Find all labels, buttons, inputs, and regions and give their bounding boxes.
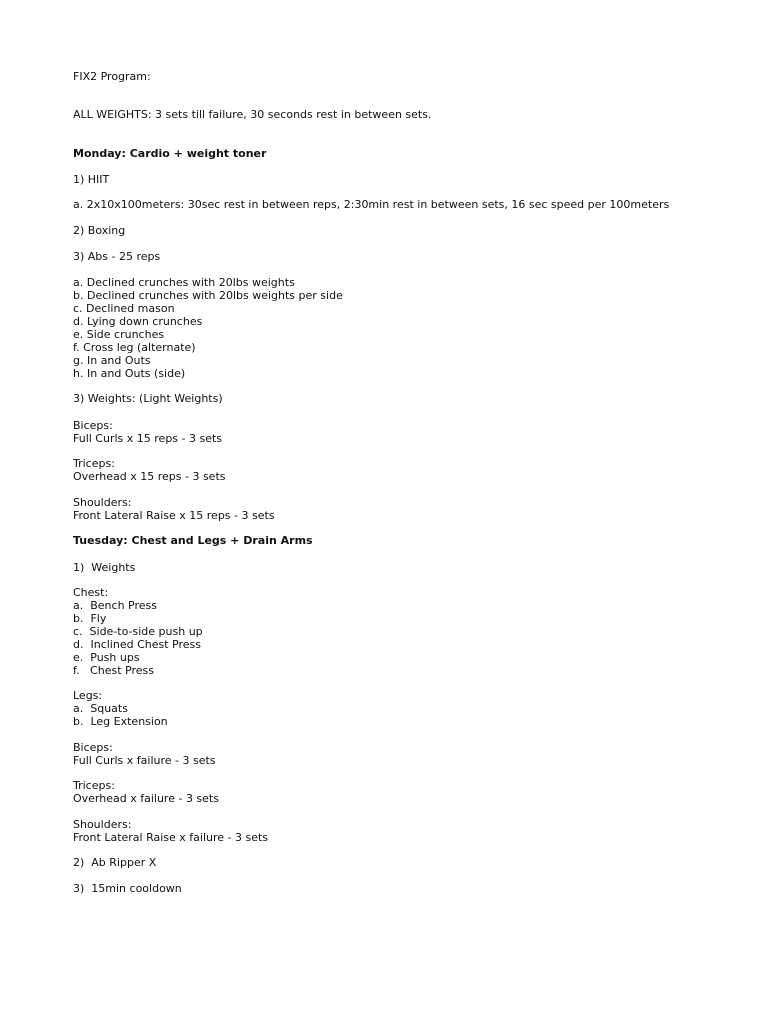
- monday-biceps: Full Curls x 15 reps - 3 sets: [73, 432, 223, 445]
- monday-abs: 3) Abs - 25 reps: [73, 250, 161, 263]
- tuesday-biceps: Full Curls x failure - 3 sets: [73, 754, 216, 767]
- monday-hiit: 1) HIIT: [73, 173, 110, 186]
- chest-item: e. Push ups: [73, 651, 140, 664]
- tuesday-triceps-label: Triceps:: [73, 779, 115, 792]
- abs-item: a. Declined crunches with 20lbs weights: [73, 276, 295, 289]
- tuesday-weights: 1) Weights: [73, 561, 136, 574]
- tuesday-triceps: Overhead x failure - 3 sets: [73, 792, 219, 805]
- abs-item: f. Cross leg (alternate): [73, 341, 196, 354]
- abs-item: b. Declined crunches with 20lbs weights per side: [73, 289, 343, 302]
- monday-weights: 3) Weights: (Light Weights): [73, 392, 223, 405]
- monday-shoulders-label: Shoulders:: [73, 496, 132, 509]
- abs-item: d. Lying down crunches: [73, 315, 203, 328]
- tuesday-legs-label: Legs:: [73, 689, 103, 702]
- abs-item: c. Declined mason: [73, 302, 175, 315]
- monday-shoulders: Front Lateral Raise x 15 reps - 3 sets: [73, 509, 275, 522]
- chest-item: d. Inclined Chest Press: [73, 638, 201, 651]
- chest-item: f. Chest Press: [73, 664, 154, 677]
- monday-boxing: 2) Boxing: [73, 224, 126, 237]
- tuesday-biceps-label: Biceps:: [73, 741, 113, 754]
- monday-heading: Monday: Cardio + weight toner: [73, 147, 267, 160]
- monday-biceps-label: Biceps:: [73, 419, 113, 432]
- tuesday-heading: Tuesday: Chest and Legs + Drain Arms: [73, 534, 313, 547]
- abs-item: g. In and Outs: [73, 354, 151, 367]
- monday-triceps-label: Triceps:: [73, 457, 115, 470]
- chest-item: b. Fly: [73, 612, 107, 625]
- tuesday-chest-label: Chest:: [73, 586, 109, 599]
- legs-item: b. Leg Extension: [73, 715, 168, 728]
- legs-item: a. Squats: [73, 702, 128, 715]
- document-title: FIX2 Program:: [73, 70, 151, 83]
- tuesday-ab-ripper: 2) Ab Ripper X: [73, 856, 157, 869]
- abs-item: h. In and Outs (side): [73, 367, 186, 380]
- tuesday-shoulders: Front Lateral Raise x failure - 3 sets: [73, 831, 269, 844]
- all-weights-note: ALL WEIGHTS: 3 sets till failure, 30 seconds rest in between sets.: [73, 108, 432, 121]
- monday-triceps: Overhead x 15 reps - 3 sets: [73, 470, 226, 483]
- abs-item: e. Side crunches: [73, 328, 165, 341]
- chest-item: a. Bench Press: [73, 599, 157, 612]
- tuesday-cooldown: 3) 15min cooldown: [73, 882, 182, 895]
- monday-hiit-detail: a. 2x10x100meters: 30sec rest in between reps, 2:30min rest in between sets, 16 sec speed per 100meters: [73, 198, 670, 211]
- tuesday-shoulders-label: Shoulders:: [73, 818, 132, 831]
- chest-item: c. Side-to-side push up: [73, 625, 203, 638]
